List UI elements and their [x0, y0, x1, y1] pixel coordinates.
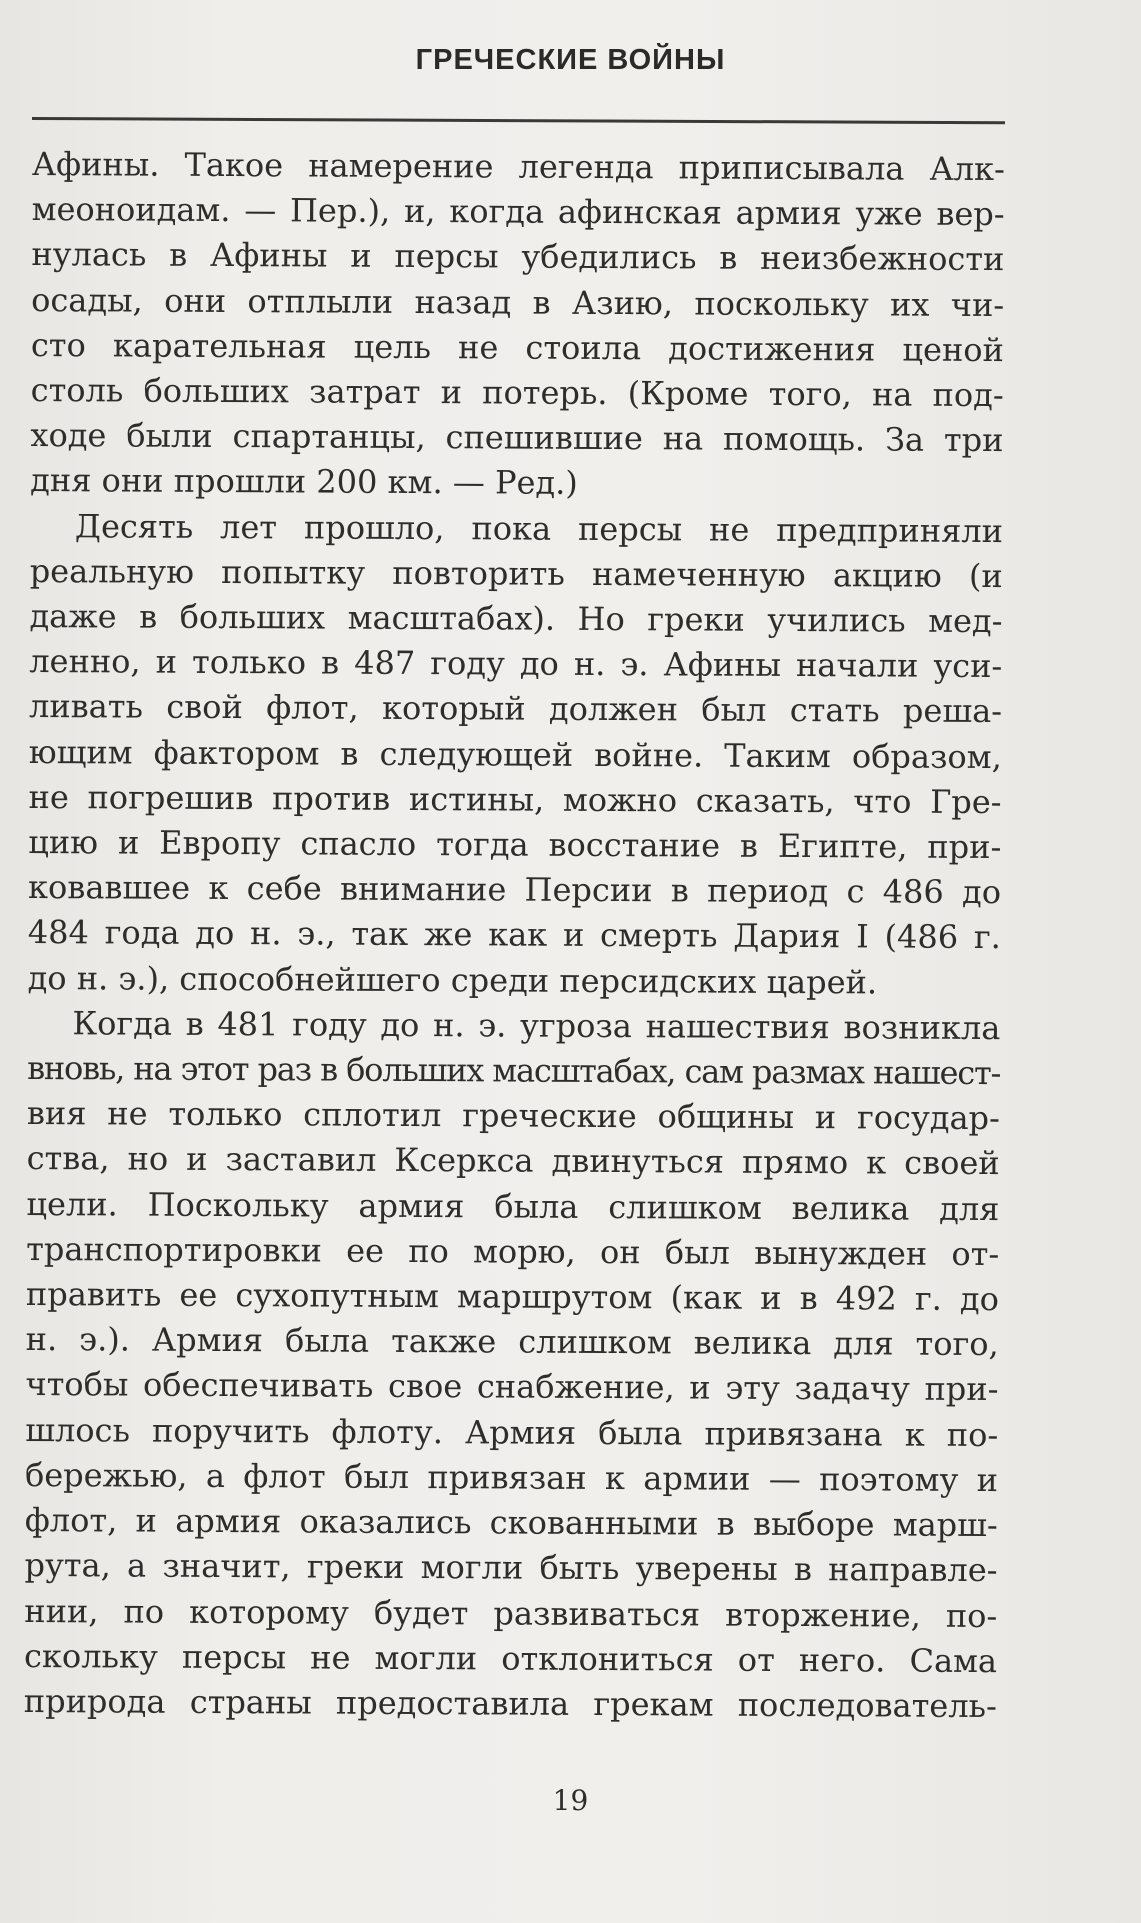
text-line: цели. Поскольку армия была слишком велика для: [26, 1184, 1000, 1228]
text-line: дня они прошли 200 км. — Ред.): [30, 461, 578, 503]
running-head-title: ГРЕЧЕСКИЕ ВОЙНЫ: [415, 44, 726, 76]
text-line: Десять лет прошло, пока персы не предприняли: [74, 506, 1004, 550]
text-line: ства, но и заставил Ксеркса двинуться прямо к своей: [26, 1139, 1000, 1183]
text-line: меоноидам. — Пер.), и, когда афинская армия уже вер-: [31, 190, 1005, 234]
text-line: природа страны предоставила грекам последователь-: [23, 1681, 997, 1725]
text-line: осады, они отплыли назад в Азию, поскольку их чи-: [31, 280, 1005, 324]
text-line: вия не только сплотил греческие общины и государ-: [26, 1094, 1001, 1138]
text-line: шлось поручить флоту. Армия была привязана к по-: [25, 1410, 999, 1454]
header-rule: [32, 117, 1005, 124]
text-line: до н. э.), способнейшего среди персидских царей.: [27, 958, 878, 1002]
text-line: цию и Европу спасло тогда восстание в Египте, при-: [28, 823, 1002, 867]
text-line: транспортировки ее по морю, он был вынужден от-: [26, 1229, 1000, 1273]
text-line: ленно, и только в 487 году до н. э. Афины начали уси-: [29, 642, 1003, 686]
text-line: вновь, на этот раз в больших масштабах, сам размах нашест-: [27, 1049, 1001, 1093]
text-line: столь больших затрат и потерь. (Кроме того, на под-: [30, 371, 1004, 415]
text-line: нии, по которому будет развиваться вторжение, по-: [24, 1591, 998, 1635]
text-line: править ее сухопутным маршрутом (как и в 492 г. до: [25, 1275, 1000, 1319]
text-line: ющим фактором в следующей войне. Таким образом,: [28, 732, 1002, 776]
text-line: реальную попытку повторить намеченную акцию (и: [29, 551, 1003, 595]
text-line: не погрешив против истины, можно сказать, что Гре-: [28, 777, 1002, 821]
text-line: рута, а значит, греки могли быть уверены в направле-: [24, 1546, 998, 1590]
text-line: чтобы обеспечивать свое снабжение, и эту задачу при-: [25, 1365, 999, 1409]
text-line: сто карательная цель не стоила достижения ценой: [30, 325, 1005, 369]
text-line: Когда в 481 году до н. э. угроза нашествия возникла: [72, 1004, 1001, 1047]
body-text: [24, 142, 1005, 1729]
text-line: 484 года до н. э., так же как и смерть Дария I (486 г.: [27, 913, 1001, 957]
page-number: 19: [552, 1784, 589, 1817]
text-line: скольку персы не могли отклониться от него. Сама: [23, 1636, 998, 1680]
text-line: н. э.). Армия была также слишком велика для того,: [25, 1320, 999, 1364]
text-line: даже в больших масштабах). Но греки учились мед-: [29, 597, 1003, 641]
text-line: ковавшее к себе внимание Персии в период с 486 до: [27, 868, 1002, 912]
text-line: ходе были спартанцы, спешившие на помощь. За три: [30, 416, 1004, 460]
text-line: нулась в Афины и персы убедились в неизбежности: [31, 235, 1005, 279]
text-line: ливать свой флот, который должен был стать реша-: [28, 687, 1003, 731]
text-line: флот, и армия оказались скованными в выборе марш-: [24, 1501, 998, 1545]
text-line: Афины. Такое намерение легенда приписывала Алк-: [31, 144, 1005, 189]
text-line: бережью, а флот был привязан к армии — поэтому и: [24, 1455, 999, 1499]
